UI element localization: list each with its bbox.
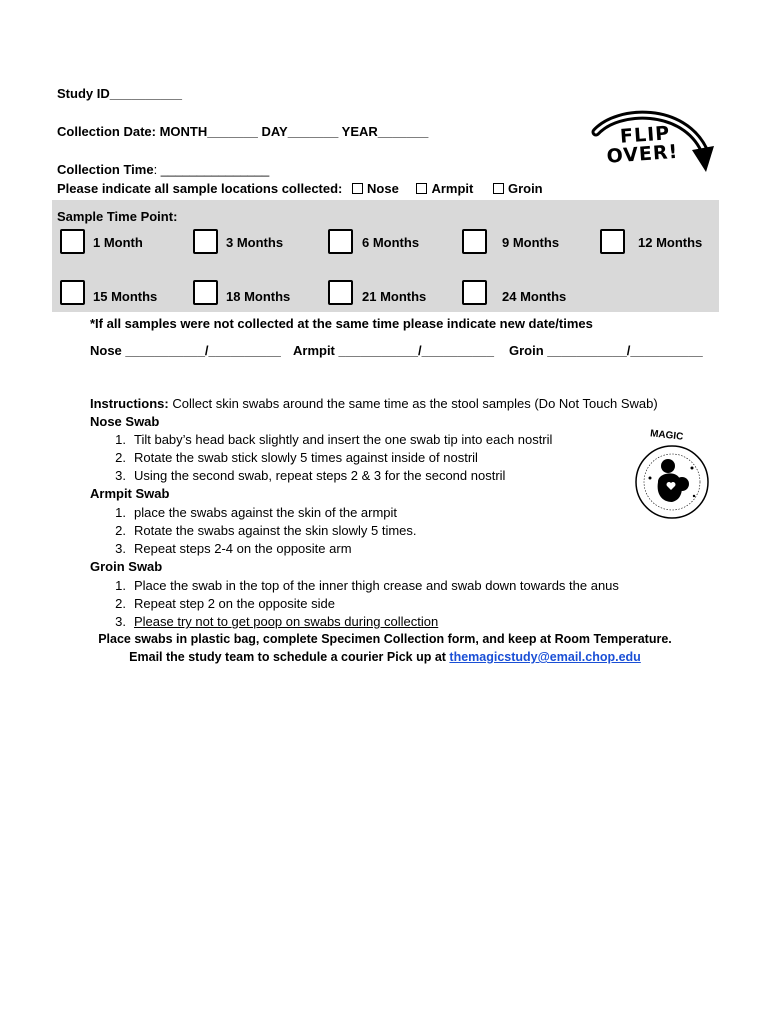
label-12-months: 12 Months — [638, 235, 703, 250]
collection-time-field — [57, 162, 269, 177]
magic-logo-title: MAGIC — [649, 428, 684, 443]
new-times-note: *If all samples were not collected at the same time please indicate new date/times — [90, 316, 593, 331]
step-number: 2. — [115, 523, 126, 538]
location-nose[interactable] — [352, 181, 399, 196]
step-number: 3. — [115, 541, 126, 556]
study-email-link[interactable]: themagicstudy@email.chop.edu — [449, 650, 641, 664]
locations-prompt: Please indicate all sample locations collected: — [57, 181, 343, 196]
groin-time-field: Groin ___________/__________ — [509, 343, 703, 358]
label-6-months: 6 Months — [362, 235, 420, 250]
step-text: Rotate the swab stick slowly 5 times against inside of nostril — [134, 450, 478, 465]
step-number: 1. — [115, 578, 126, 593]
step-text: place the swabs against the skin of the armpit — [134, 505, 398, 520]
step-text: Rotate the swabs against the skin slowly 5 times. — [134, 523, 417, 538]
list-item — [104, 596, 335, 611]
checkbox-1-month[interactable] — [60, 229, 85, 254]
label-18-months: 18 Months — [226, 289, 291, 304]
instructions-text: Collect skin swabs around the same time as the stool samples (Do Not Touch Swab) — [168, 396, 658, 411]
step-number: 3. — [115, 614, 126, 629]
checkbox-3-months[interactable] — [193, 229, 218, 254]
magic-logo-icon — [628, 430, 714, 520]
location-nose-label: Nose — [367, 181, 399, 196]
checkbox-18-months[interactable] — [193, 280, 218, 305]
groin-checkbox[interactable] — [493, 183, 504, 194]
label-3-months: 3 Months — [226, 235, 284, 250]
footer-line-2 — [0, 650, 770, 664]
armpit-checkbox[interactable] — [416, 183, 427, 194]
flip-over-line1: FLIP — [619, 122, 671, 148]
label-24-months: 24 Months — [502, 289, 567, 304]
list-item — [104, 432, 552, 447]
footer-line-1: Place swabs in plastic bag, complete Specimen Collection form, and keep at Room Temperature. — [98, 632, 672, 646]
step-number: 3. — [115, 468, 126, 483]
collection-time-label: Collection Time — [57, 162, 154, 177]
step-text: Repeat step 2 on the opposite side — [134, 596, 335, 611]
footer-line-2-text: Email the study team to schedule a courier Pick up at — [129, 650, 450, 664]
list-item — [104, 523, 417, 538]
nose-checkbox[interactable] — [352, 183, 363, 194]
location-groin-label: Groin — [507, 181, 543, 196]
armpit-time-field: Armpit ___________/__________ — [293, 343, 494, 358]
checkbox-12-months[interactable] — [600, 229, 625, 254]
location-armpit-label: Armpit — [431, 181, 474, 196]
location-armpit[interactable] — [416, 181, 473, 196]
step-text: Tilt baby’s head back slightly and insert the one swab tip into each nostril — [134, 432, 553, 447]
step-text: Please try not to get poop on swabs during collection — [134, 614, 439, 629]
step-text: Using the second swab, repeat steps 2 & 3 for the second nostril — [134, 468, 506, 483]
collection-time-blank: : _______________ — [153, 162, 270, 177]
label-21-months: 21 Months — [362, 289, 427, 304]
nose-time-field: Nose ___________/__________ — [90, 343, 281, 358]
list-item — [104, 468, 505, 483]
checkbox-6-months[interactable] — [328, 229, 353, 254]
location-groin[interactable] — [493, 181, 543, 196]
checkbox-9-months[interactable] — [462, 229, 487, 254]
flip-over-graphic — [588, 110, 718, 180]
checkbox-15-months[interactable] — [60, 280, 85, 305]
nose-swab-title: Nose Swab — [90, 414, 160, 429]
step-number: 1. — [115, 505, 126, 520]
step-text: Repeat steps 2-4 on the opposite arm — [134, 541, 352, 556]
armpit-swab-title: Armpit Swab — [90, 486, 170, 501]
step-number: 2. — [115, 596, 126, 611]
flip-over-line2: OVER! — [605, 140, 679, 168]
label-15-months: 15 Months — [93, 289, 158, 304]
checkbox-24-months[interactable] — [462, 280, 487, 305]
list-item — [104, 541, 352, 556]
groin-swab-title: Groin Swab — [90, 559, 163, 574]
magic-logo — [628, 430, 714, 520]
label-9-months: 9 Months — [502, 235, 560, 250]
step-number: 2. — [115, 450, 126, 465]
collection-date-field: Collection Date: MONTH_______ DAY_______ YEAR_______ — [57, 124, 429, 139]
list-item — [104, 505, 397, 520]
list-item — [104, 578, 619, 593]
list-item — [104, 614, 438, 629]
list-item — [104, 450, 478, 465]
locations-line — [57, 181, 543, 196]
step-text: Place the swab in the top of the inner thigh crease and swab down towards the anus — [134, 578, 619, 593]
instructions-intro — [90, 396, 658, 411]
sample-time-label: Sample Time Point: — [57, 209, 178, 224]
checkbox-21-months[interactable] — [328, 280, 353, 305]
instructions-label: Instructions: — [90, 396, 169, 411]
study-id-field: Study ID__________ — [57, 86, 183, 101]
flip-over-text — [605, 122, 679, 168]
step-number: 1. — [115, 432, 126, 447]
label-1-month: 1 Month — [93, 235, 143, 250]
